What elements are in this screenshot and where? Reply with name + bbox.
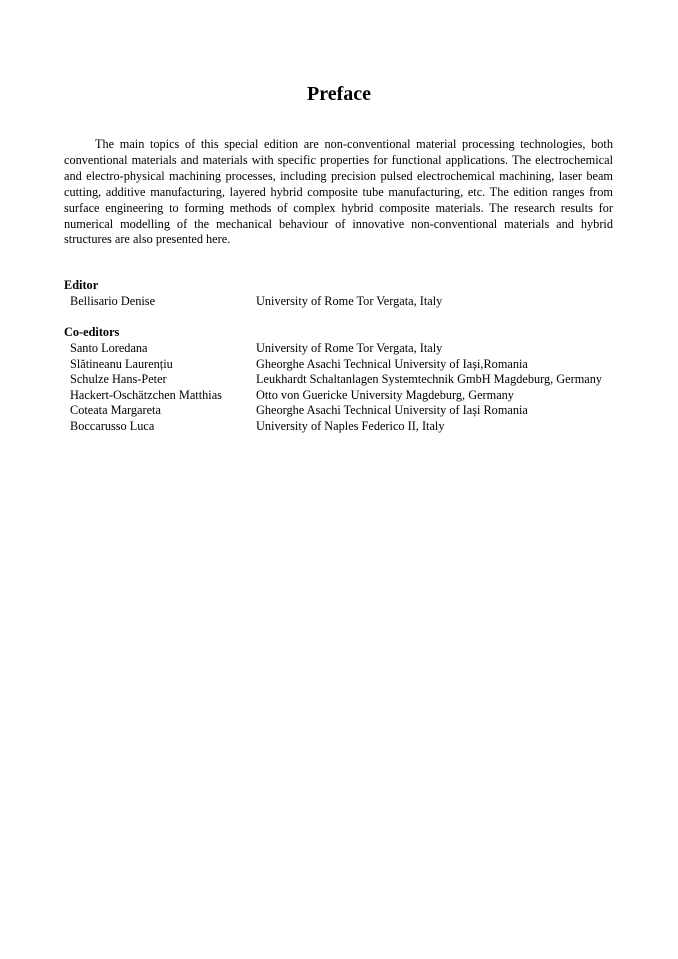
- editor-row: [64, 294, 624, 310]
- coeditor-name: Boccarusso Luca: [70, 418, 155, 433]
- coeditor-row: [64, 403, 624, 419]
- coeditor-row: [64, 419, 624, 435]
- coeditors-heading: Co-editors: [64, 325, 120, 339]
- coeditor-row: [64, 357, 624, 373]
- coeditor-affiliation: Otto von Guericke University Magdeburg, Germany: [256, 387, 514, 402]
- editor-name: Bellisario Denise: [70, 294, 156, 308]
- editor-list: [64, 294, 624, 310]
- coeditor-affiliation: Gheorghe Asachi Technical University of Iași Romania: [256, 403, 528, 418]
- coeditor-name: Coteata Margareta: [70, 403, 161, 418]
- editor-affiliation: University of Rome Tor Vergata, Italy: [256, 294, 443, 308]
- editor-heading: Editor: [64, 278, 99, 292]
- coeditor-affiliation: University of Naples Federico II, Italy: [256, 418, 445, 433]
- coeditor-affiliation: University of Rome Tor Vergata, Italy: [256, 341, 443, 355]
- coeditor-name: Slătineanu Laurențiu: [70, 356, 173, 371]
- preface-paragraph: The main topics of this special edition are non-conventional material processing technologies, both conventional materials and materials with specific properties for functional applications. The electrochemical and electro-physical machining processes, including precision pulsed electrochemical machining, laser beam cutting, additive manufacturing, layered hybrid composite tube manufacturing, etc. The edition ranges from surface engineering to forming methods of complex hybrid composite materials. The research results for numerical modelling of the mechanical behaviour of innovative non-conventional materials and hybrid structures are also presented here.: [64, 137, 613, 247]
- page-title: Preface: [306, 83, 372, 105]
- coeditor-affiliation: Leukhardt Schaltanlagen Systemtechnik GmbH Magdeburg, Germany: [256, 372, 603, 387]
- coeditor-name: Santo Loredana: [70, 341, 148, 355]
- coeditor-name: Hackert-Oschätzchen Matthias: [70, 387, 222, 402]
- coeditor-affiliation: Gheorghe Asachi Technical University of Iași,Romania: [256, 356, 528, 371]
- coeditor-row: [64, 372, 624, 388]
- coeditor-row: [64, 341, 624, 357]
- coeditor-name: Schulze Hans-Peter: [70, 372, 167, 387]
- coeditors-list: [64, 341, 624, 435]
- coeditor-row: [64, 388, 624, 404]
